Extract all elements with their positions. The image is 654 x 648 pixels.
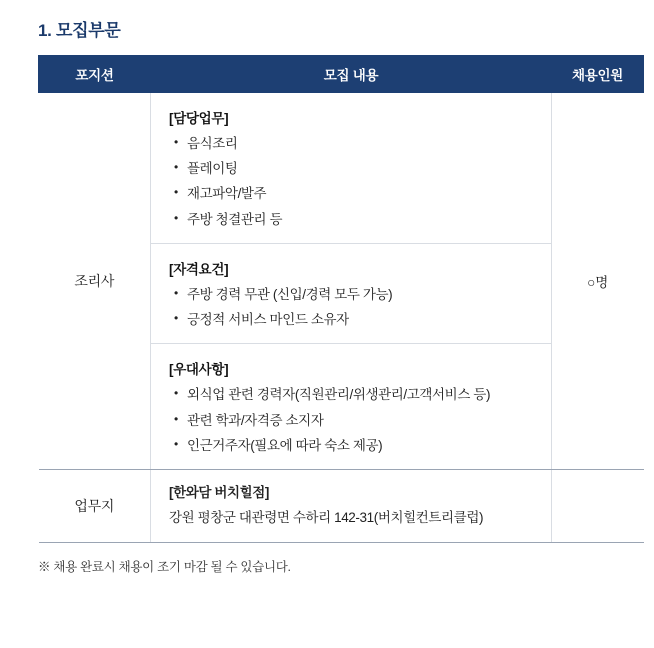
qualification-list xyxy=(169,286,535,329)
count-cell: ○명 xyxy=(552,93,644,470)
duty-list xyxy=(169,135,535,229)
preference-block xyxy=(151,343,551,469)
header-content: 모집 내용 xyxy=(151,56,552,93)
table-body xyxy=(39,93,644,543)
table-row-location xyxy=(39,469,644,542)
location-title: [한와담 버치힐점] xyxy=(169,484,270,500)
list-item: • 외식업 관련 경력자(직원관리/위생관리/고객서비스 등) xyxy=(169,386,535,404)
recruitment-page xyxy=(0,16,654,648)
list-item: • 음식조리 xyxy=(169,135,535,153)
list-item: • 인근거주자(필요에 따라 숙소 제공) xyxy=(169,437,535,455)
list-item: • 긍정적 서비스 마인드 소유자 xyxy=(169,311,535,329)
table-row xyxy=(39,93,644,470)
list-item: • 관련 학과/자격증 소지자 xyxy=(169,412,535,430)
recruitment-table xyxy=(38,55,644,543)
location-position-cell: 업무지 xyxy=(39,469,151,542)
table-header xyxy=(39,56,644,93)
duty-title: [담당업무] xyxy=(169,111,229,126)
header-count: 채용인원 xyxy=(552,56,644,93)
preference-title: [우대사항] xyxy=(169,362,229,378)
position-cell: 조리사 xyxy=(39,93,151,470)
list-item: • 주방 청결관리 등 xyxy=(169,211,535,229)
header-position: 포지션 xyxy=(39,56,151,93)
page-title: 1. 모집부문 xyxy=(38,21,121,40)
footnote: ※ 채용 완료시 채용이 조기 마감 될 수 있습니다. xyxy=(38,559,291,574)
list-item: • 재고파악/발주 xyxy=(169,185,535,203)
preference-list xyxy=(169,386,535,455)
location-count-cell xyxy=(552,469,644,542)
list-item: • 플레이팅 xyxy=(169,160,535,178)
qualification-title: [자격요건] xyxy=(169,261,229,277)
duty-block xyxy=(151,93,551,243)
location-content-cell xyxy=(151,469,552,542)
list-item: • 주방 경력 무관 (신입/경력 모두 가능) xyxy=(169,286,535,304)
location-block xyxy=(151,470,551,542)
table-header-row xyxy=(39,56,644,93)
qualification-block xyxy=(151,243,551,343)
content-cell xyxy=(151,93,552,470)
location-address: 강원 평창군 대관령면 수하리 142-31(버치힐컨트리클럽) xyxy=(169,509,484,525)
